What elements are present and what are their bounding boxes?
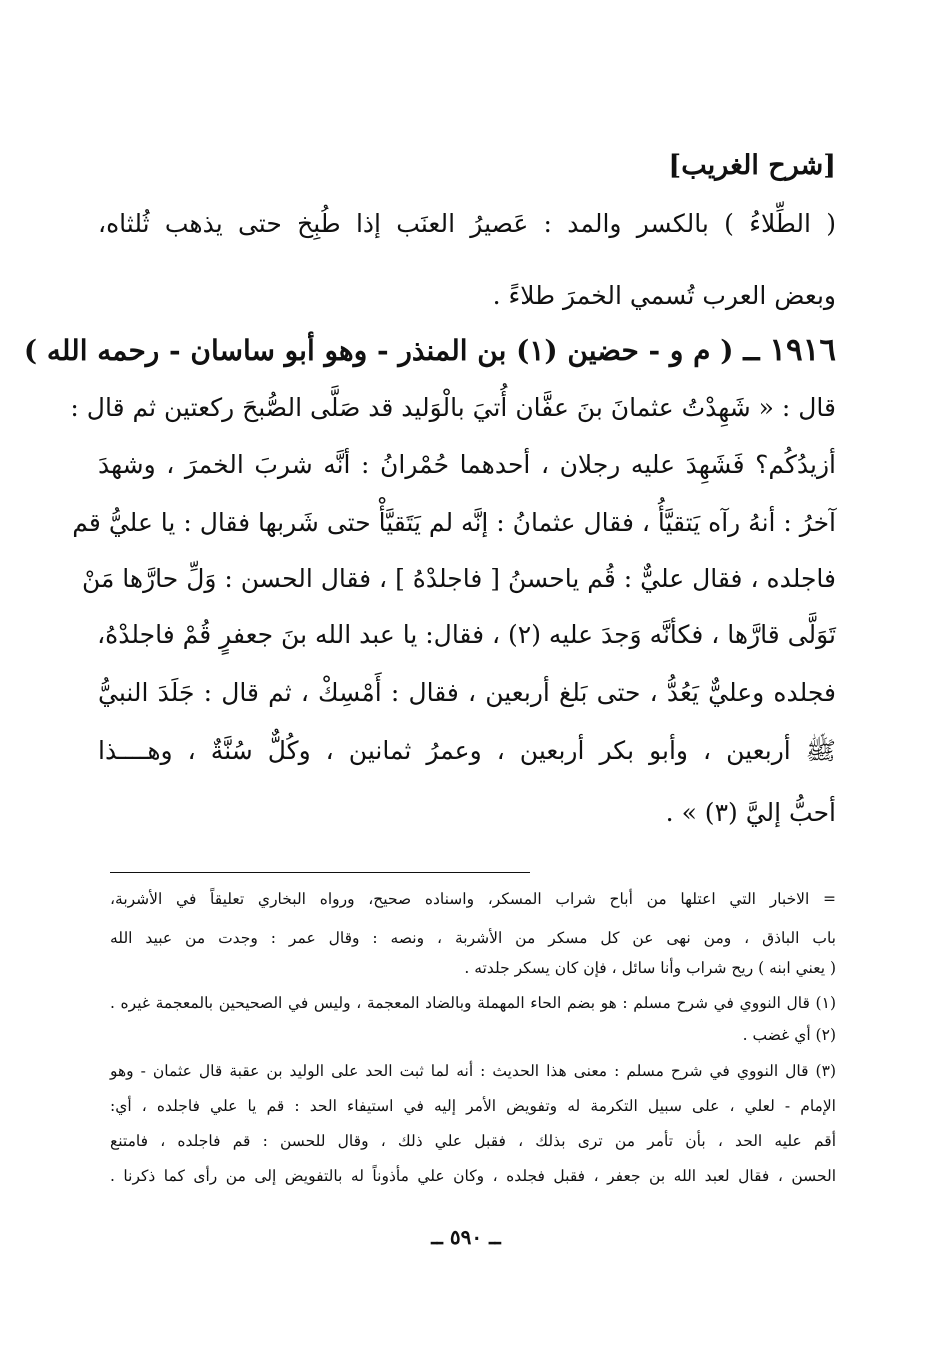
- hadith-line-3: آخرُ : أنهُ رآه يَتقيَّأُ ، فقال عثمانُ : إنَّه لم يَتَقيَّأْ حتى شَربها فقال : يا عليُّ قم: [72, 508, 836, 537]
- hadith-line-4: فاجلده ، فقال عليٌّ : قُم ياحسنُ [ فاجلدْهُ ] ، فقال الحسن : وَلِّ حارَّها مَنْ: [81, 564, 836, 593]
- footnote-3-line-3: أقم عليه الحد ، بأن تأمر من ترى بذلك ، فقبل علي ذلك ، وقال للحسن : قم فاجلده ، فامتنع: [110, 1132, 836, 1150]
- hadith-number: ١٩١٦: [769, 332, 836, 368]
- footnote-3-line-2: الإمام - لعلي ، على سبيل التكرمة له وتفويض الأمر إليه في استيفاء الحد : قم يا علي فاجلده ، أي:: [110, 1097, 836, 1115]
- hadith-line-2: أزيدُكُم؟ فَشَهِدَ عليه رجلان ، أحدهما حُمْرانُ : أنَّه شربَ الخمرَ ، وشهدَ: [98, 450, 836, 479]
- footnote-line-1: = الاخبار التي اعتلها من أباح شراب المسكر، واسناده صحيح، ورواه البخاري تعليقاً في الأشربة،: [110, 890, 836, 908]
- section-heading: [شرح الغريب]: [668, 150, 836, 181]
- footnote-line-2: باب الباذق ، ومن نهى عن كل مسكر من الأشربة ، ونصه : وقال عمر : وجدت من عبيد الله: [110, 929, 836, 947]
- footnote-line-3: ( يعني ابنه ) ريح شراب وأنا سائل ، فإن كان يسكر جلدته .: [464, 959, 836, 977]
- hadith-line-6: فجلده وعليٌّ يَعُدُّ ، حتى بَلغ أربعين ، فقال : أَمْسِكْ ، ثم قال : جَلَدَ النبيُّ: [98, 678, 836, 707]
- hadith-header: [23, 332, 836, 368]
- hadith-line-8: أحبُّ إليَّ (٣) » .: [665, 798, 836, 827]
- footnote-2: (٢) أي غضب .: [742, 1026, 836, 1044]
- gharib-line-1: ( الطِّلاءُ ) بالكسر والمد : عَصيرُ العنَب إذا طُبِخ حتى يذهب ثُلثاه،: [98, 209, 836, 238]
- footnote-3-line-1: (٣) قال النووي في شرح مسلم : معنى هذا الحديث : أنه لما ثبت الحد على الوليد بن عقبة قال عثمان - وهو: [110, 1062, 836, 1080]
- hadith-line-1: قال : « شَهِدْتُ عثمانَ بنَ عفَّان أُتيَ بالْوَليد قد صَلَّى الصُّبحَ ركعتين ثم قال :: [70, 393, 836, 422]
- hadith-line-7: ﷺ أربعين ، وأبو بكر أربعين ، وعمرُ ثمانين ، وكُلٌّ سُنَّةٌ ، وهــــذا: [98, 736, 836, 765]
- gharib-line-2: وبعض العرب تُسمي الخمرَ طلاءً .: [492, 281, 836, 310]
- hadith-source: ــ ( م و - حضين (١) بن المنذر - وهو أبو ساسان - رحمه الله ): [23, 334, 760, 367]
- footnote-divider: [110, 872, 530, 873]
- hadith-line-5: تَوَلَّى قارَّها ، فكأنَّه وَجدَ عليه (٢) ، فقال: يا عبد الله بنَ جعفرٍ قُمْ فاجلدْهُ،: [97, 620, 836, 649]
- page-number: ــ ٥٩٠ ــ: [431, 1225, 501, 1249]
- footnote-1: (١) قال النووي في شرح مسلم : هو بضم الحاء المهملة وبالضاد المعجمة ، وليس في الصحيحين بالمعجمة غيره .: [110, 994, 836, 1012]
- footnote-3-line-4: الحسن ، فقال لعبد الله بن جعفر ، فقبل فجلده ، وكان علي مأذوناً له بالتفويض إلى من رأى كما ذكرنا .: [110, 1167, 836, 1185]
